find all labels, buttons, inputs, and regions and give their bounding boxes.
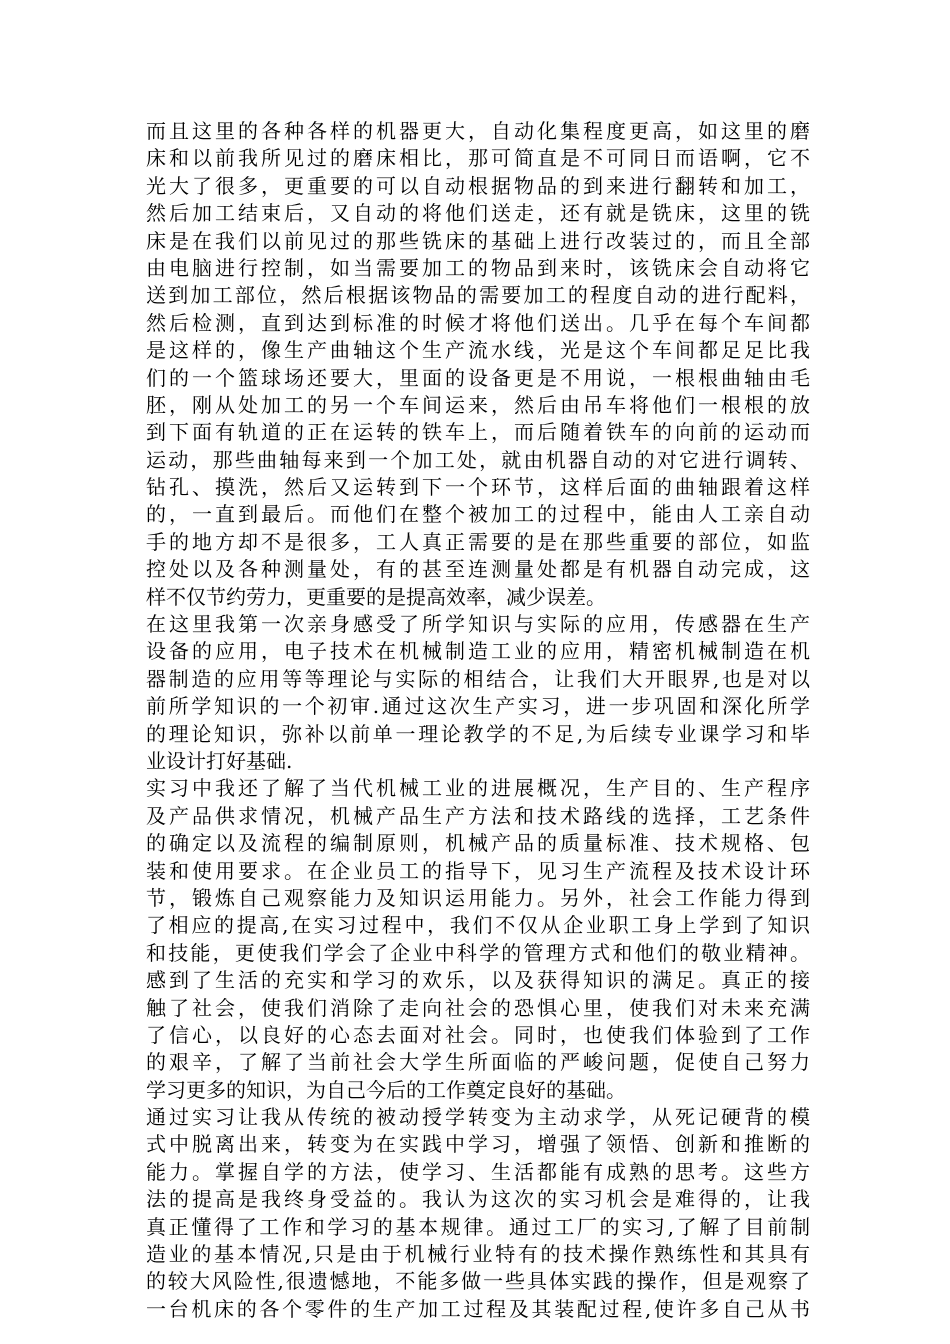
text-line: 了信心，以良好的心态去面对社会。同时，也使我们体验到了工作 bbox=[146, 1022, 810, 1047]
text-line: 们的一个篮球场还要大，里面的设备更是不用说，一根根曲轴由毛 bbox=[146, 365, 810, 390]
text-line: 手的地方却不是很多，工人真正需要的是在那些重要的部位，如监 bbox=[146, 529, 810, 554]
text-line: 控处以及各种测量处，有的甚至连测量处都是有机器自动完成，这 bbox=[146, 557, 810, 582]
text-line: 是这样的，像生产曲轴这个生产流水线，光是这个车间都足足比我 bbox=[146, 338, 810, 363]
text-line: 由电脑进行控制，如当需要加工的物品到来时，该铣床会自动将它 bbox=[146, 255, 810, 280]
text-line: 真正懂得了工作和学习的基本规律。通过工厂的实习,了解了目前制 bbox=[146, 1214, 810, 1239]
text-line: 触了社会，使我们消除了走向社会的恐惧心里，使我们对未来充满 bbox=[146, 995, 810, 1020]
text-line: 实习中我还了解了当代机械工业的进展概况，生产目的、生产程序 bbox=[146, 776, 810, 801]
text-line: 的较大风险性,很遗憾地，不能多做一些具体实践的操作，但是观察了 bbox=[146, 1269, 810, 1294]
paragraph bbox=[146, 1104, 810, 1323]
text-line: 的艰辛，了解了当前社会大学生所面临的严峻问题，促使自己努力 bbox=[146, 1050, 810, 1075]
text-line: 到下面有轨道的正在运转的铁车上，而后随着铁车的向前的运动而 bbox=[146, 420, 810, 445]
text-line: 设备的应用，电子技术在机械制造工业的应用，精密机械制造在机 bbox=[146, 639, 810, 664]
text-line: 前所学知识的一个初审.通过这次生产实习，进一步巩固和深化所学 bbox=[146, 694, 810, 719]
paragraph bbox=[146, 775, 810, 1104]
text-line: 式中脱离出来，转变为在实践中学习，增强了领悟、创新和推断的 bbox=[146, 1132, 810, 1157]
text-line: 的确定以及流程的编制原则，机械产品的质量标准、技术规格、包 bbox=[146, 831, 810, 856]
text-line: 器制造的应用等等理论与实际的相结合，让我们大开眼界,也是对以 bbox=[146, 666, 810, 691]
text-line: 的，一直到最后。而他们在整个被加工的过程中，能由人工亲自动 bbox=[146, 502, 810, 527]
text-line: 节，锻炼自己观察能力及知识运用能力。另外，社会工作能力得到 bbox=[146, 885, 810, 910]
text-line: 样不仅节约劳力，更重要的是提高效率，减少误差。 bbox=[146, 584, 606, 609]
text-line: 光大了很多，更重要的可以自动根据物品的到来进行翻转和加工， bbox=[146, 173, 810, 198]
text-line: 然后检测，直到达到标准的时候才将他们送出。几乎在每个车间都 bbox=[146, 310, 810, 335]
paragraph bbox=[146, 611, 810, 775]
text-line: 一台机床的各个零件的生产加工过程及其装配过程,使许多自己从书 bbox=[146, 1296, 810, 1321]
text-line: 业设计打好基础. bbox=[146, 748, 293, 773]
text-line: 和技能，更使我们学会了企业中科学的管理方式和他们的敬业精神。 bbox=[146, 940, 810, 965]
text-line: 运动，那些曲轴每来到一个加工处，就由机器自动的对它进行调转、 bbox=[146, 447, 810, 472]
paragraph bbox=[146, 118, 810, 611]
text-line: 造业的基本情况,只是由于机械行业特有的技术操作熟练性和其具有 bbox=[146, 1242, 810, 1267]
text-line: 送到加工部位，然后根据该物品的需要加工的程度自动的进行配料， bbox=[146, 283, 810, 308]
text-line: 然后加工结束后，又自动的将他们送走，还有就是铣床，这里的铣 bbox=[146, 201, 810, 226]
text-line: 能力。掌握自学的方法，使学习、生活都能有成熟的思考。这些方 bbox=[146, 1159, 810, 1184]
text-line: 而且这里的各种各样的机器更大，自动化集程度更高，如这里的磨 bbox=[146, 119, 810, 143]
text-line: 了相应的提高,在实习过程中，我们不仅从企业职工身上学到了知识 bbox=[146, 913, 810, 938]
text-line: 的理论知识，弥补以前单一理论教学的不足,为后续专业课学习和毕 bbox=[146, 721, 810, 746]
document-body bbox=[146, 118, 810, 1323]
text-line: 感到了生活的充实和学习的欢乐，以及获得知识的满足。真正的接 bbox=[146, 968, 810, 993]
text-line: 钻孔、摸洗，然后又运转到下一个环节，这样后面的曲轴跟着这样 bbox=[146, 475, 810, 500]
text-line: 装和使用要求。在企业员工的指导下，见习生产流程及技术设计环 bbox=[146, 858, 810, 883]
text-line: 法的提高是我终身受益的。我认为这次的实习机会是难得的，让我 bbox=[146, 1187, 810, 1212]
text-line: 床是在我们以前见过的那些铣床的基础上进行改装过的，而且全部 bbox=[146, 228, 810, 253]
text-line: 学习更多的知识，为自己今后的工作奠定良好的基础。 bbox=[146, 1077, 626, 1102]
text-line: 床和以前我所见过的磨床相比，那可简直是不可同日而语啊，它不 bbox=[146, 146, 810, 171]
text-line: 在这里我第一次亲身感受了所学知识与实际的应用，传感器在生产 bbox=[146, 612, 810, 637]
text-line: 通过实习让我从传统的被动授学转变为主动求学，从死记硬背的模 bbox=[146, 1105, 810, 1130]
text-line: 胚，刚从处加工的另一个车间运来，然后由吊车将他们一根根的放 bbox=[146, 392, 810, 417]
text-line: 及产品供求情况，机械产品生产方法和技术路线的选择，工艺条件 bbox=[146, 803, 810, 828]
